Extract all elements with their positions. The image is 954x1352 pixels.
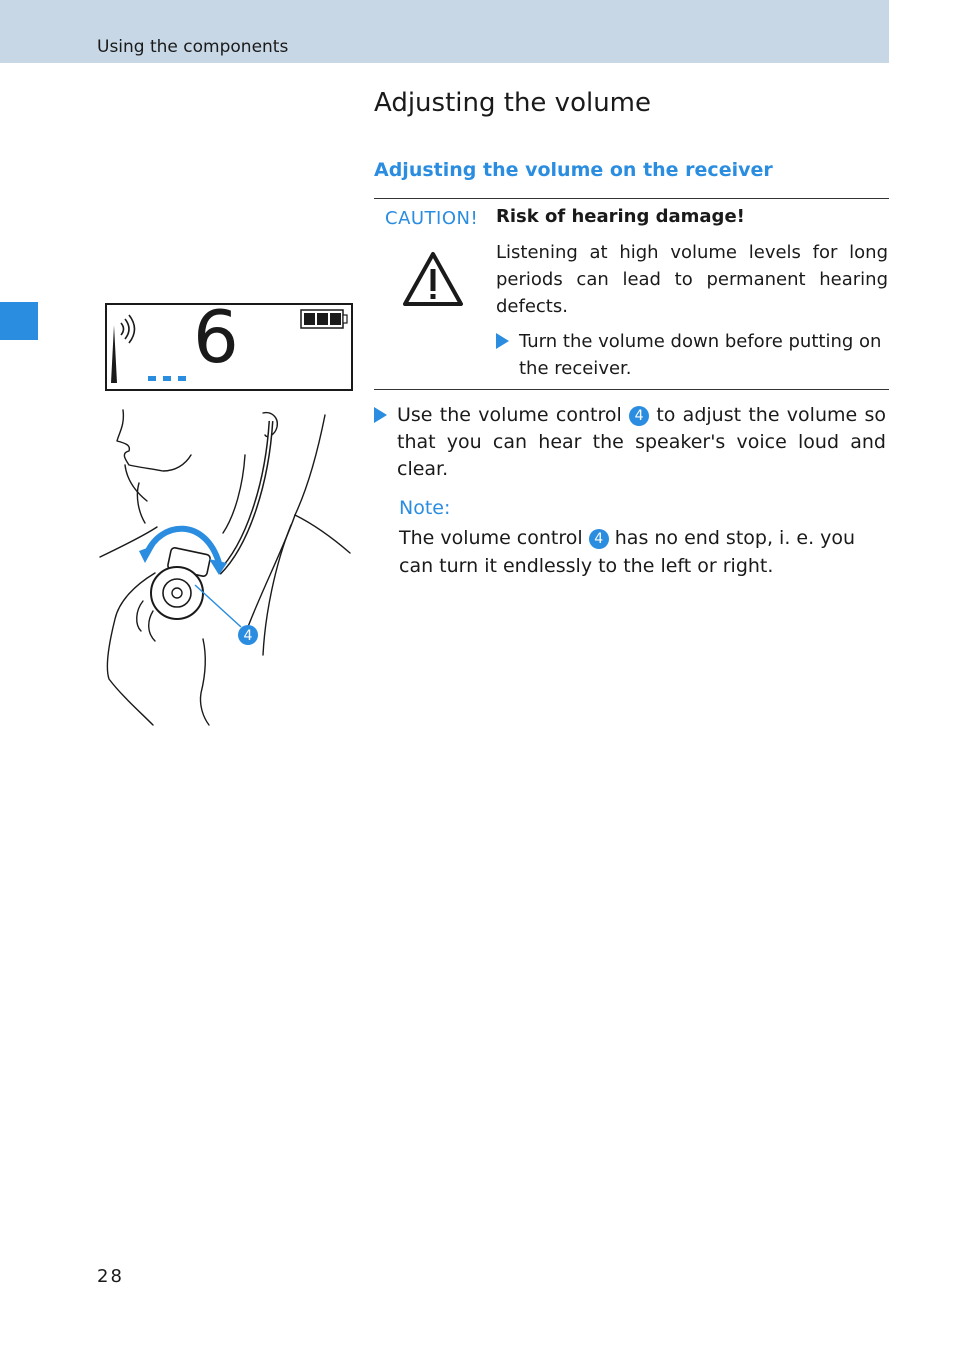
arrow-bullet-icon	[496, 333, 509, 349]
volume-control-illustration	[95, 405, 360, 727]
level-dot	[148, 376, 156, 381]
battery-icon	[301, 310, 347, 328]
signal-strength-icon	[111, 325, 117, 383]
battery-segment	[317, 313, 328, 325]
signal-icon	[121, 315, 135, 343]
chapter-tab	[0, 302, 38, 340]
instruction-step-text	[397, 402, 886, 483]
caution-step	[496, 328, 888, 382]
caution-body: Listening at high volume levels for long periods can lead to permanent hearing defects.	[496, 242, 888, 317]
battery-segment	[304, 313, 315, 325]
step-text-before: Use the volume control	[397, 404, 622, 426]
hand-outline	[107, 573, 155, 725]
receiver-display	[105, 295, 353, 391]
neck-outline	[223, 455, 245, 533]
section-subtitle: Adjusting the volume on the receiver	[374, 159, 773, 181]
level-dot	[163, 376, 171, 381]
caution-label: CAUTION!	[385, 208, 479, 229]
instruction-step	[374, 402, 889, 483]
caution-box	[374, 198, 889, 390]
level-dot	[178, 376, 186, 381]
callout-number: 4	[243, 628, 253, 644]
page-number: 28	[97, 1266, 124, 1287]
volume-level-indicator	[148, 376, 186, 381]
running-header: Using the components	[97, 37, 289, 57]
arrow-bullet-icon	[374, 407, 387, 423]
page-title: Adjusting the volume	[374, 88, 651, 118]
note-text-after: has no end stop, i. e. you can turn it endlessly to the left or right.	[399, 527, 856, 577]
note-text	[399, 524, 891, 580]
note-text-before: The volume control	[399, 527, 583, 549]
step-text-after: to adjust the volume so that you can hear the speaker's voice loud and clear.	[397, 404, 886, 480]
headset-cable	[219, 421, 271, 573]
volume-knob-icon	[151, 547, 211, 619]
warning-triangle-icon	[402, 251, 464, 307]
battery-segment	[330, 313, 341, 325]
caution-step-text: Turn the volume down before putting on the receiver.	[519, 331, 882, 379]
callout-badge: 4	[589, 529, 609, 549]
caution-heading: Risk of hearing damage!	[496, 206, 745, 227]
volume-digit: 6	[193, 295, 239, 379]
note-label: Note:	[399, 497, 451, 519]
callout-badge: 4	[629, 406, 649, 426]
face-outline	[117, 410, 191, 471]
